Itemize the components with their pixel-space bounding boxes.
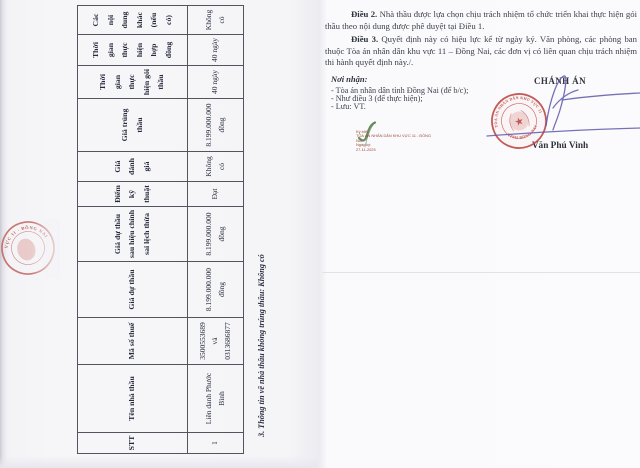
col-header: Tên nhà thầu: [78, 365, 188, 433]
col-header: Thời gian thực hiện hợp đồng: [78, 35, 188, 66]
stamp-fade-overlay: [0, 219, 60, 279]
recipients-heading: Nơi nhận:: [331, 74, 368, 84]
table-header-row: [78, 6, 188, 454]
signature-flourish-lower: [487, 128, 640, 136]
bid-result-table: [77, 5, 244, 454]
article-2-text: Nhà thầu được lựa chọn chịu trách nhiệm tổ chức triển khai thực hiện gói thầu theo nội dung được phê duyệt tại Điều 1.: [325, 9, 637, 31]
cell-value: Không có: [188, 6, 244, 35]
article-2-paragraph: [325, 9, 637, 32]
cell-value: Liên danh Phước Bình: [188, 365, 244, 433]
signer-name: Văn Phú Vinh: [531, 141, 589, 151]
col-header: Các nội dung khác (nếu có): [78, 6, 188, 35]
signature-loop: [546, 76, 566, 130]
signature-flourish-upper: [562, 93, 640, 100]
cell-value: 8.199.000.000 đồng: [188, 99, 244, 152]
col-header: Giá dự thầu sau hiệu chỉnh sai lệch thừa: [78, 207, 188, 262]
cell-value: 3500553689 và 0313686877: [188, 318, 244, 365]
dsig-line: TÒA ÁN NHÂN DÂN KHU VỰC 11 - ĐỒNG: [356, 133, 432, 139]
cell-value: Không có: [188, 152, 244, 182]
article-3-text: Quyết định này có hiệu lực kể từ ngày ký. Văn phòng, các phòng ban thuộc Tòa án nhân dân khu vực 11 – Đồng Nai, các đơn vị có liên quan chịu trách nhiệm thi hành quyết định này./.: [325, 34, 638, 68]
article-3-label: Điều 3.: [351, 34, 379, 45]
seal-arc-top-text: TÒA ÁN NHÂN DÂN KHU VỰC 11: [493, 95, 543, 128]
col-header: Thời gian thực hiện gói thầu: [78, 66, 188, 99]
decision-articles: [325, 9, 637, 71]
recipient-item: - Tòa án nhân dân tỉnh Đồng Nai (để b/c);: [331, 86, 469, 95]
cell-value: Đạt: [188, 182, 244, 207]
scan-fold-line: [322, 272, 640, 273]
seal-star: ★: [513, 115, 526, 130]
article-3-paragraph: [325, 34, 637, 69]
cell-value: 8.199.000.000 đồng: [188, 262, 244, 318]
col-header: Giá dự thầu: [78, 262, 188, 318]
signer-title: CHÁNH ÁN: [534, 76, 586, 86]
recipient-item: - Như điều 3 (để thực hiện);: [331, 93, 423, 103]
scan-bottom-shadow: [0, 456, 318, 468]
partial-red-seal-stamp: [0, 219, 60, 279]
col-header: Giá trúng thầu: [78, 99, 188, 152]
dsig-line: NAI: [356, 137, 363, 143]
col-header: Giá đánh giá: [78, 152, 188, 182]
col-header: Mã số thuế: [78, 318, 188, 365]
recipients-block: [331, 74, 501, 111]
dsig-line: Ngày ký:: [356, 142, 372, 148]
handwritten-signature: [480, 68, 640, 143]
article-2-label: Điều 2.: [351, 9, 378, 19]
cell-value: 8.199.000.000 đồng: [188, 207, 244, 262]
cell-value: 40 ngày: [188, 66, 244, 99]
cell-value: 1: [188, 433, 244, 454]
dsig-line: Ký bởi:: [356, 129, 369, 134]
dsig-line: 27-11-2025: [356, 146, 376, 152]
recipient-item: - Lưu: VT.: [331, 101, 366, 111]
digital-signature-text: [356, 130, 432, 152]
seal-arc-bottom-text: TỈNH ĐỒNG NAI: [506, 124, 539, 140]
cell-value: 40 ngày: [188, 35, 244, 66]
section-3-caption: 3. Thông tin về nhà thầu không trúng thầu: Không có: [257, 254, 266, 437]
col-header: STT: [78, 433, 188, 454]
col-header: Điểm kỹ thuật: [78, 182, 188, 207]
rotated-table-area: [77, 6, 243, 454]
rotated-caption-area: [257, 251, 277, 437]
table-row: [188, 6, 244, 454]
